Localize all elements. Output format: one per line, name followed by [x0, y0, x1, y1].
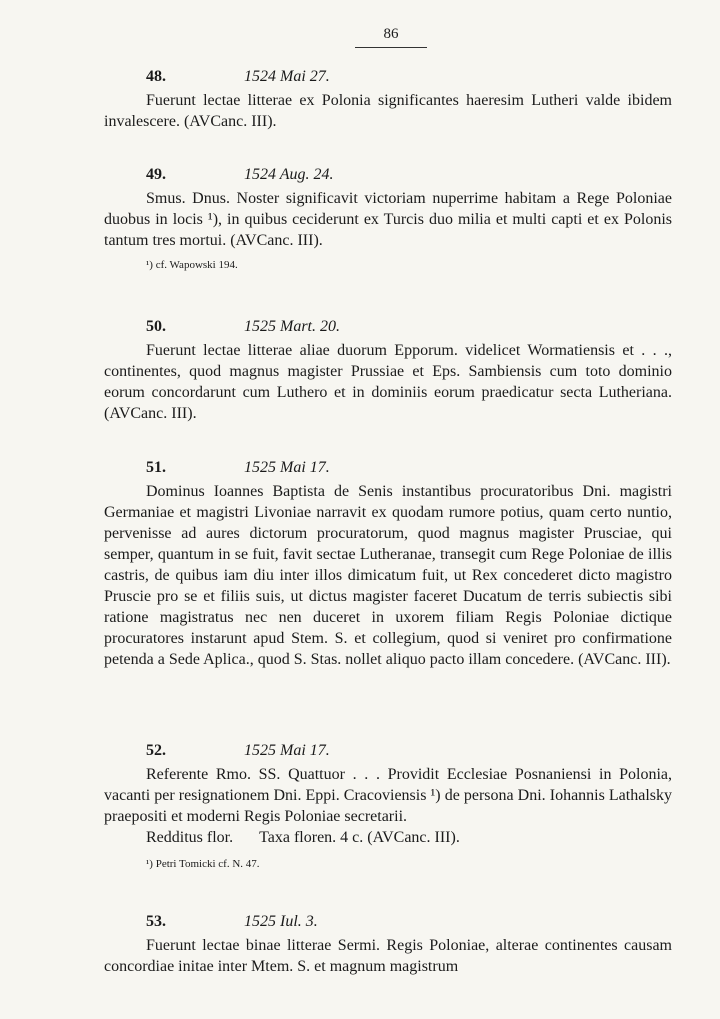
entry-50	[104, 318, 672, 424]
entry-number: 49.	[146, 166, 166, 183]
entry-date: 1525 Mart. 20.	[244, 318, 340, 335]
entry-number: 53.	[146, 913, 166, 930]
entry-48	[104, 68, 672, 132]
footnote: ¹) cf. Wapowski 194.	[146, 259, 238, 271]
redditus: Redditus flor.	[146, 829, 234, 846]
entry-header	[104, 459, 672, 481]
entry-text: Dominus Ioannes Baptista de Senis instantibus procuratoribus Dni. magistri Germaniae et magistri Livoniae narravit ex quodam rumore potius, quam certo nuntio, pervenisse ad aures dictorum procuratorum, quod magnus magister Prusciae, qui semper, quantum in se fuit, favit sectae Lutheranae, transegit cum Rege Poloniae de illis castris, de quibus iam diu inter illos dimicatum fuit, ut Rex concederet dicto magistro Pruscie pro se et filiis suis, ut dictus magister faceret Ducatum de terris subiectis sibi ratione magistratus nec nen duceret in uxorem filiam Regis Poloniae dictique procuratores instarunt apud Stem. S. et collegium, quod si veniret pro confirmatione petenda a Sede Aplica., quod S. Stas. nollet aliquo pacto illam concedere. (AVCanc. III).	[104, 483, 672, 668]
entry-text: Smus. Dnus. Noster significavit victoriam nuperrime habitam a Rege Poloniae duobus in locis ¹), in quibus ceciderunt ex Turcis duo milia et multi capti et ex Polonis tantum tres mortui. (AVCanc. III).	[104, 190, 672, 249]
entry-header	[104, 166, 672, 188]
entry-number: 51.	[146, 459, 166, 476]
entry-header	[104, 68, 672, 90]
entry-52	[104, 742, 672, 872]
entry-date: 1525 Mai 17.	[244, 742, 330, 759]
entry-number: 48.	[146, 68, 166, 85]
entry-header	[104, 742, 672, 764]
entry-date: 1524 Aug. 24.	[244, 166, 334, 183]
entry-date: 1525 Mai 17.	[244, 459, 330, 476]
taxa: Taxa floren. 4 c. (AVCanc. III).	[259, 829, 460, 846]
entry-53	[104, 913, 672, 977]
entry-text: Fuerunt lectae litterae aliae duorum Epporum. videlicet Wormatiensis et . . ., continentes, quod magnus magister Prussiae et Eps. Sambiensis cum toto dominio eorum concordarunt cum Luthero et in dominiis eorum praedicatur secta Lutheriana. (AVCanc. III).	[104, 342, 672, 422]
entry-date: 1524 Mai 27.	[244, 68, 330, 85]
entry-49	[104, 166, 672, 273]
entry-date: 1525 Iul. 3.	[244, 913, 318, 930]
page-number: 86	[355, 24, 427, 48]
entry-header	[104, 913, 672, 935]
entry-51	[104, 459, 672, 670]
entry-text: Fuerunt lectae binae litterae Sermi. Regis Poloniae, alterae continentes causam concordiae initae inter Mtem. S. et magnum magistrum	[104, 937, 672, 975]
entry-header	[104, 318, 672, 340]
entry-text: Fuerunt lectae litterae ex Polonia significantes haeresim Lutheri valde ibidem invalescere. (AVCanc. III).	[104, 92, 672, 130]
footnote: ¹) Petri Tomicki cf. N. 47.	[146, 858, 260, 870]
entry-number: 50.	[146, 318, 166, 335]
entry-number: 52.	[146, 742, 166, 759]
entry-text: Referente Rmo. SS. Quattuor . . . Providit Ecclesiae Posnaniensi in Polonia, vacanti per resignationem Dni. Eppi. Cracoviensis ¹) de persona Dni. Iohannis Lathalsky praepositi et moderni Regis Poloniae secretarii.	[104, 766, 672, 825]
redditus-line	[104, 827, 672, 848]
